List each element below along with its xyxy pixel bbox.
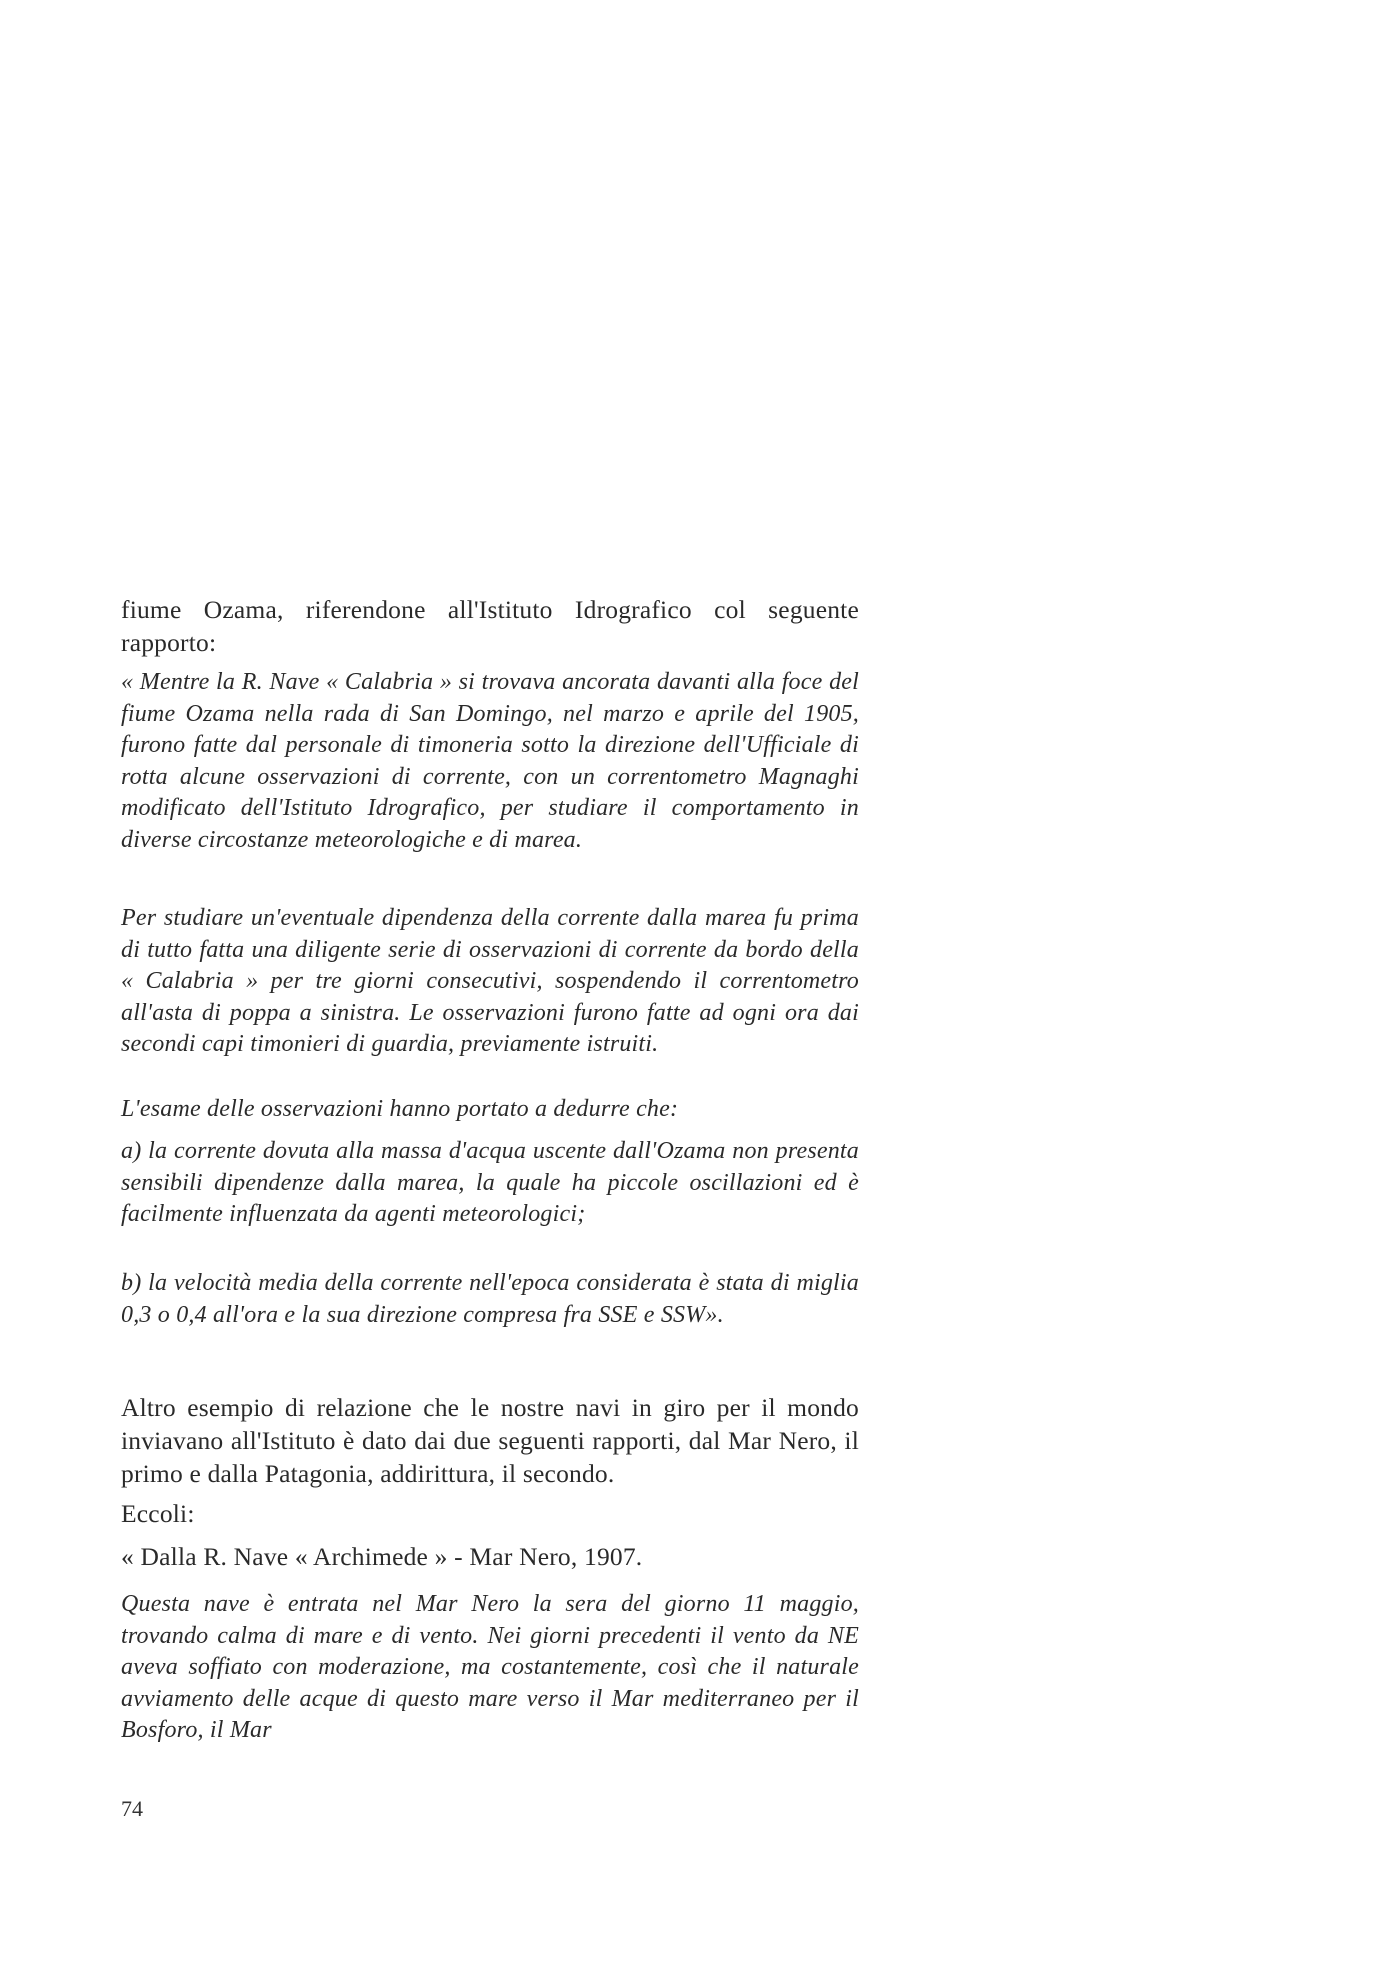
paragraph-altro-esempio: Altro esempio di relazione che le nostre navi in giro per il mondo inviavano all'Istituto è dato dai due seguenti rapporti, dal Mar Nero, il primo e dalla Patagonia, addirittura, il secondo. <box>121 1393 859 1488</box>
paragraph-eccoli: Eccoli: <box>121 1499 195 1528</box>
paragraph-calabria-report-2: Per studiare un'eventuale dipendenza della corrente dalla marea fu prima di tutto fatta una diligente serie di osservazioni di corrente da bordo della « Calabria » per tre giorni consecutivi, sospendendo il correntometro all'asta di poppa a sinistra. Le osservazioni furono fatte ad ogni ora dai secondi capi timonieri di guardia, previamente istruiti. <box>121 905 859 1057</box>
paragraph-intro: fiume Ozama, riferendone all'Istituto Idrografico col seguente rapporto: <box>121 595 859 657</box>
page-number: 74 <box>121 1796 143 1821</box>
paragraph-archimede-report: Questa nave è entrata nel Mar Nero la sera del giorno 11 maggio, trovando calma di mare e di vento. Nei giorni precedenti il vento da NE aveva soffiato con moderazione, ma costantemente, così che il naturale avviamento delle acque di questo mare verso il Mar mediterraneo per il Bosforo, il Mar <box>121 1591 859 1743</box>
paragraph-calabria-report-1: « Mentre la R. Nave « Calabria » si trovava ancorata davanti alla foce del fiume Ozama nella rada di San Domingo, nel marzo e aprile del 1905, furono fatte dal personale di timoneria sotto la direzione dell'Ufficiale di rotta alcune osservazioni di corrente, con un correntometro Magnaghi modificato dell'Istituto Idrografico, per studiare il comportamento in diverse circostanze meteorologiche e di marea. <box>121 669 859 853</box>
paragraph-calabria-report-3: L'esame delle osservazioni hanno portato a dedurre che: <box>121 1096 679 1122</box>
paragraph-calabria-report-a: a) la corrente dovuta alla massa d'acqua uscente dall'Ozama non presenta sensibili dipendenze dalla marea, la quale ha piccole oscillazioni ed è facilmente influenzata da agenti meteorologici; <box>121 1138 859 1227</box>
paragraph-archimede-heading: « Dalla R. Nave « Archimede » - Mar Nero, 1907. <box>121 1542 643 1571</box>
paragraph-calabria-report-b: b) la velocità media della corrente nell'epoca considerata è stata di miglia 0,3 o 0,4 all'ora e la sua direzione compresa fra SSE e SSW». <box>121 1270 859 1328</box>
